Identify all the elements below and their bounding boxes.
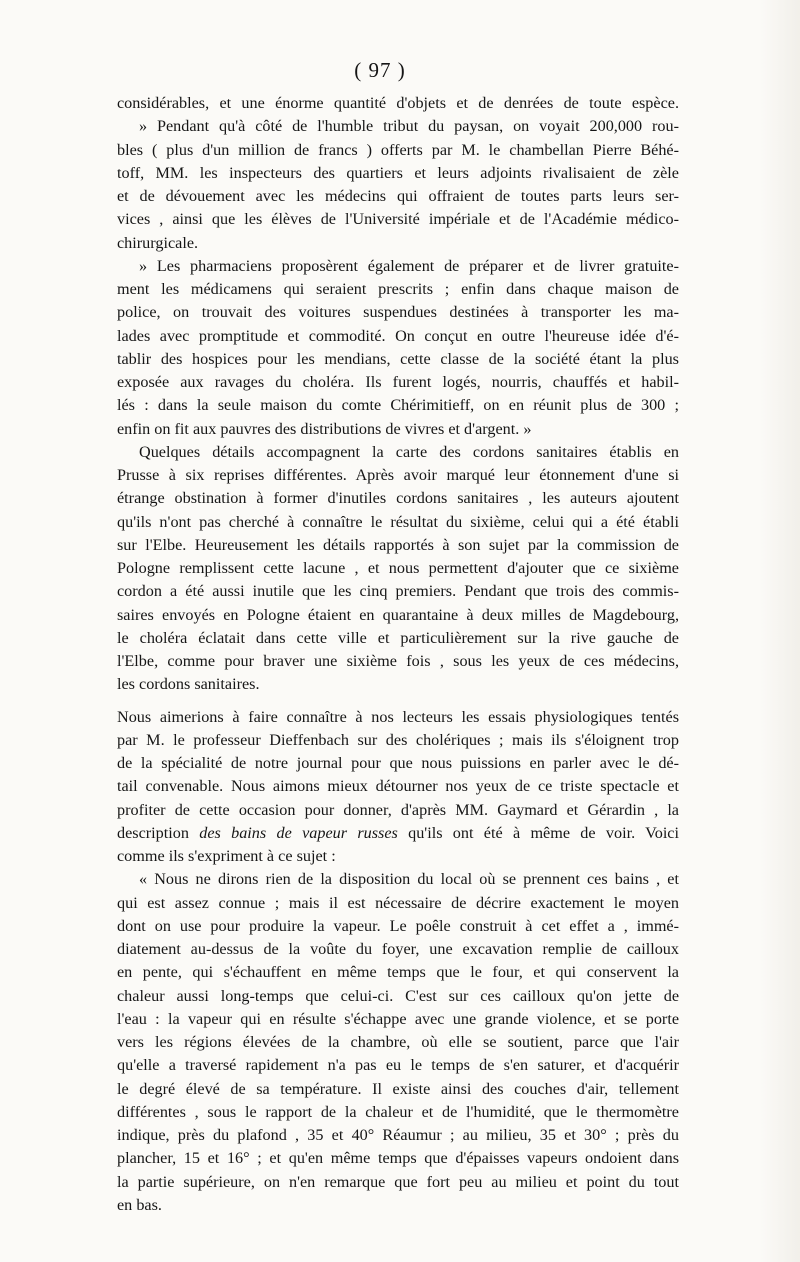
text-line: le degré élevé de sa température. Il existe ainsi des couches d'air, tellement <box>117 1079 679 1098</box>
text-line: ment les médicamens qui seraient prescrits ; enfin dans chaque maison de <box>117 280 679 298</box>
text-line: considérables, et une énorme quantité d'objets et de denrées de toute espèce. <box>117 94 679 112</box>
text-line: dont on use pour produire la vapeur. Le poêle construit à cet effet a , immé- <box>117 916 679 935</box>
text-line: Pologne remplissent cette lacune , et nous permettent d'ajouter que ce sixième <box>117 559 679 577</box>
text-line: Prusse à six reprises différentes. Après avoir marqué leur étonnement d'une si <box>117 466 679 484</box>
text-line: toff, MM. les inspecteurs des quartiers et leurs adjoints rivalisaient de zèle <box>117 163 679 182</box>
text-line: lades avec promptitude et commodité. On conçut en outre l'heureuse idée d'é- <box>117 326 679 345</box>
text-line: enfin on fit aux pauvres des distributions de vivres et d'argent. » <box>117 419 532 438</box>
text-line: » Les pharmaciens proposèrent également de préparer et de livrer gratuite- <box>139 256 679 275</box>
italic-title: des bains de vapeur russes <box>199 823 398 842</box>
text-line: comme ils s'expriment à ce sujet : <box>117 847 336 865</box>
text-line: qu'ils n'ont pas cherché à connaître le résultat du sixième, celui qui a été établi <box>117 512 679 531</box>
text-line: indique, près du plafond , 35 et 40° Réaumur ; au milieu, 35 et 30° ; près du <box>117 1126 679 1144</box>
text-line: saires envoyés en Pologne étaient en quarantaine à deux milles de Magdebourg, <box>117 605 679 624</box>
text-line: la partie supérieure, on n'en remarque que fort peu au milieu et point du tout <box>117 1172 679 1191</box>
text-line: en bas. <box>117 1195 162 1214</box>
text-line: bles ( plus d'un million de francs ) offerts par M. le chambellan Pierre Béhé- <box>117 140 679 159</box>
text-line: par M. le professeur Dieffenbach sur des cholériques ; mais ils s'éloignent trop <box>117 730 679 749</box>
page-edge-shadow <box>760 0 800 1262</box>
text-line: chaleur aussi long-temps que celui-ci. C'est sur ces cailloux qu'on jette de <box>117 986 679 1005</box>
text-line: l'Elbe, comme pour braver une sixième fois , sous les yeux de ces médecins, <box>117 652 679 670</box>
text-line: Quelques détails accompagnent la carte des cordons sanitaires établis en <box>139 442 679 461</box>
text-line: » Pendant qu'à côté de l'humble tribut du paysan, on voyait 200,000 rou- <box>139 117 679 136</box>
text-line: différentes , sous le rapport de la chaleur et de l'humidité, que le thermomètre <box>117 1102 679 1121</box>
text-line: qui est assez connue ; mais il est nécessaire de décrire exactement le moyen <box>117 893 679 912</box>
text-line: et de dévouement avec les médecins qui offraient de toutes parts leurs ser- <box>117 187 679 205</box>
text-line: diatement au-dessus de la voûte du foyer, une excavation remplie de cailloux <box>117 940 679 958</box>
text-line: sur l'Elbe. Heureusement les détails rapportés à son sujet par la commission de <box>117 535 679 554</box>
text-line: de la spécialité de notre journal pour que nous puissions en parler avec le dé- <box>117 754 679 772</box>
text-line: étrange obstination à former d'inutiles cordons sanitaires , les auteurs ajoutent <box>117 489 679 508</box>
text-line: Nous aimerions à faire connaître à nos lecteurs les essais physiologiques tentés <box>117 707 679 726</box>
text-line: « Nous ne dirons rien de la disposition du local où se prennent ces bains , et <box>139 870 679 889</box>
text-line: police, on trouvait des voitures suspendues destinées à transporter les ma- <box>117 303 679 322</box>
text-line: plancher, 15 et 16° ; et qu'en même temps que d'épaisses vapeurs ondoient dans <box>117 1149 679 1168</box>
text-line: exposée aux ravages du choléra. Ils furent logés, nourris, chauffés et habil- <box>117 373 679 391</box>
text-line: tail convenable. Nous aimons mieux détourner nos yeux de ce triste spectacle et <box>117 777 679 796</box>
text-line: lés : dans la seule maison du comte Chérimitieff, on en réunit plus de 300 ; <box>117 396 679 415</box>
text-line: vers les régions élevées de la chambre, où elle se soutient, parce que l'air <box>117 1033 679 1051</box>
text-line: profiter de cette occasion pour donner, d'après MM. Gaymard et Gérardin , la <box>117 800 679 819</box>
text-line: tablir des hospices pour les mendians, cette classe de la société étant la plus <box>117 349 679 368</box>
text-line: description des bains de vapeur russes qu'ils ont été à même de voir. Voici <box>117 823 679 842</box>
text-line: cordon a été aussi inutile que les cinq premiers. Pendant que trois des commis- <box>117 582 679 601</box>
text-line: qu'elle a traversé rapidement n'a pas eu le temps de s'en saturer, et d'acquérir <box>117 1056 679 1075</box>
text-line: le choléra éclatait dans cette ville et particulièrement sur la rive gauche de <box>117 628 679 647</box>
page-number: ( 97 ) <box>354 58 406 82</box>
body-text <box>117 92 679 1217</box>
text-line: chirurgicale. <box>117 233 199 252</box>
text-line: l'eau : la vapeur qui en résulte s'échappe avec une grande violence, et se porte <box>117 1009 679 1028</box>
text-line: les cordons sanitaires. <box>117 675 260 694</box>
text-line: en pente, qui s'échauffent en même temps que le four, et qui conservent la <box>117 963 679 982</box>
text-line: vices , ainsi que les élèves de l'Université impériale et de l'Académie médico- <box>117 210 679 229</box>
